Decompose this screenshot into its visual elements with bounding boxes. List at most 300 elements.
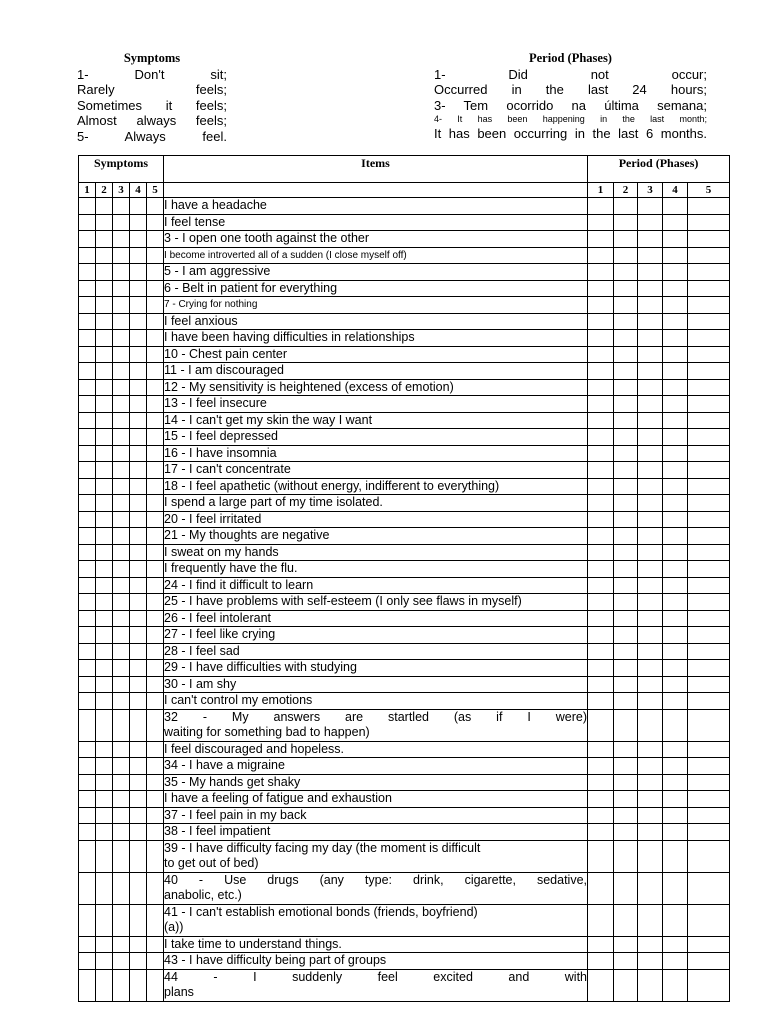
period-checkbox-cell[interactable]: [638, 807, 663, 824]
symptom-checkbox-cell[interactable]: [79, 627, 96, 644]
symptom-checkbox-cell[interactable]: [79, 264, 96, 281]
period-checkbox-cell[interactable]: [588, 594, 614, 611]
period-checkbox-cell[interactable]: [688, 231, 730, 248]
symptom-checkbox-cell[interactable]: [113, 544, 130, 561]
symptom-checkbox-cell[interactable]: [147, 872, 164, 904]
period-checkbox-cell[interactable]: [688, 264, 730, 281]
period-checkbox-cell[interactable]: [663, 969, 688, 1001]
symptom-checkbox-cell[interactable]: [130, 412, 147, 429]
symptom-checkbox-cell[interactable]: [79, 412, 96, 429]
period-checkbox-cell[interactable]: [663, 936, 688, 953]
symptom-checkbox-cell[interactable]: [96, 741, 113, 758]
symptom-checkbox-cell[interactable]: [96, 412, 113, 429]
symptom-checkbox-cell[interactable]: [96, 313, 113, 330]
period-checkbox-cell[interactable]: [638, 379, 663, 396]
period-checkbox-cell[interactable]: [688, 462, 730, 479]
symptom-checkbox-cell[interactable]: [113, 904, 130, 936]
period-checkbox-cell[interactable]: [614, 478, 638, 495]
period-checkbox-cell[interactable]: [688, 363, 730, 380]
period-checkbox-cell[interactable]: [663, 904, 688, 936]
symptom-checkbox-cell[interactable]: [113, 807, 130, 824]
period-checkbox-cell[interactable]: [663, 429, 688, 446]
period-checkbox-cell[interactable]: [638, 936, 663, 953]
period-checkbox-cell[interactable]: [614, 693, 638, 710]
symptom-checkbox-cell[interactable]: [147, 231, 164, 248]
period-checkbox-cell[interactable]: [638, 346, 663, 363]
period-checkbox-cell[interactable]: [688, 297, 730, 314]
period-checkbox-cell[interactable]: [588, 627, 614, 644]
symptom-checkbox-cell[interactable]: [79, 462, 96, 479]
period-checkbox-cell[interactable]: [688, 429, 730, 446]
symptom-checkbox-cell[interactable]: [147, 610, 164, 627]
symptom-checkbox-cell[interactable]: [147, 462, 164, 479]
period-checkbox-cell[interactable]: [614, 330, 638, 347]
symptom-checkbox-cell[interactable]: [79, 577, 96, 594]
period-checkbox-cell[interactable]: [638, 709, 663, 741]
symptom-checkbox-cell[interactable]: [96, 280, 113, 297]
symptom-checkbox-cell[interactable]: [147, 627, 164, 644]
symptom-checkbox-cell[interactable]: [130, 346, 147, 363]
symptom-checkbox-cell[interactable]: [113, 247, 130, 264]
symptom-checkbox-cell[interactable]: [96, 561, 113, 578]
symptom-checkbox-cell[interactable]: [96, 346, 113, 363]
symptom-checkbox-cell[interactable]: [96, 247, 113, 264]
period-checkbox-cell[interactable]: [588, 693, 614, 710]
period-checkbox-cell[interactable]: [588, 330, 614, 347]
symptom-checkbox-cell[interactable]: [147, 791, 164, 808]
symptom-checkbox-cell[interactable]: [79, 280, 96, 297]
symptom-checkbox-cell[interactable]: [130, 791, 147, 808]
symptom-checkbox-cell[interactable]: [130, 214, 147, 231]
period-checkbox-cell[interactable]: [638, 511, 663, 528]
symptom-checkbox-cell[interactable]: [113, 594, 130, 611]
symptom-checkbox-cell[interactable]: [96, 198, 113, 215]
symptom-checkbox-cell[interactable]: [96, 330, 113, 347]
period-checkbox-cell[interactable]: [614, 610, 638, 627]
symptom-checkbox-cell[interactable]: [96, 904, 113, 936]
period-checkbox-cell[interactable]: [588, 807, 614, 824]
symptom-checkbox-cell[interactable]: [147, 495, 164, 512]
period-checkbox-cell[interactable]: [688, 495, 730, 512]
symptom-checkbox-cell[interactable]: [96, 953, 113, 970]
period-checkbox-cell[interactable]: [588, 561, 614, 578]
period-checkbox-cell[interactable]: [614, 412, 638, 429]
period-checkbox-cell[interactable]: [614, 953, 638, 970]
symptom-checkbox-cell[interactable]: [147, 709, 164, 741]
period-checkbox-cell[interactable]: [663, 577, 688, 594]
period-checkbox-cell[interactable]: [614, 774, 638, 791]
symptom-checkbox-cell[interactable]: [113, 969, 130, 1001]
symptom-checkbox-cell[interactable]: [96, 791, 113, 808]
symptom-checkbox-cell[interactable]: [130, 511, 147, 528]
symptom-checkbox-cell[interactable]: [96, 231, 113, 248]
period-checkbox-cell[interactable]: [663, 824, 688, 841]
symptom-checkbox-cell[interactable]: [113, 214, 130, 231]
symptom-checkbox-cell[interactable]: [96, 462, 113, 479]
period-checkbox-cell[interactable]: [614, 247, 638, 264]
period-checkbox-cell[interactable]: [614, 709, 638, 741]
symptom-checkbox-cell[interactable]: [130, 840, 147, 872]
period-checkbox-cell[interactable]: [614, 346, 638, 363]
symptom-checkbox-cell[interactable]: [79, 758, 96, 775]
symptom-checkbox-cell[interactable]: [113, 478, 130, 495]
period-checkbox-cell[interactable]: [663, 774, 688, 791]
period-checkbox-cell[interactable]: [688, 544, 730, 561]
symptom-checkbox-cell[interactable]: [147, 807, 164, 824]
period-checkbox-cell[interactable]: [688, 346, 730, 363]
symptom-checkbox-cell[interactable]: [113, 231, 130, 248]
symptom-checkbox-cell[interactable]: [147, 969, 164, 1001]
symptom-checkbox-cell[interactable]: [79, 872, 96, 904]
period-checkbox-cell[interactable]: [588, 528, 614, 545]
symptom-checkbox-cell[interactable]: [130, 643, 147, 660]
period-checkbox-cell[interactable]: [663, 346, 688, 363]
symptom-checkbox-cell[interactable]: [147, 936, 164, 953]
period-checkbox-cell[interactable]: [614, 544, 638, 561]
symptom-checkbox-cell[interactable]: [96, 379, 113, 396]
period-checkbox-cell[interactable]: [614, 264, 638, 281]
period-checkbox-cell[interactable]: [663, 264, 688, 281]
symptom-checkbox-cell[interactable]: [79, 594, 96, 611]
period-checkbox-cell[interactable]: [663, 693, 688, 710]
period-checkbox-cell[interactable]: [638, 840, 663, 872]
symptom-checkbox-cell[interactable]: [130, 561, 147, 578]
period-checkbox-cell[interactable]: [614, 807, 638, 824]
symptom-checkbox-cell[interactable]: [96, 511, 113, 528]
symptom-checkbox-cell[interactable]: [147, 511, 164, 528]
period-checkbox-cell[interactable]: [663, 330, 688, 347]
symptom-checkbox-cell[interactable]: [130, 741, 147, 758]
period-checkbox-cell[interactable]: [588, 824, 614, 841]
period-checkbox-cell[interactable]: [663, 840, 688, 872]
period-checkbox-cell[interactable]: [638, 429, 663, 446]
period-checkbox-cell[interactable]: [614, 528, 638, 545]
period-checkbox-cell[interactable]: [688, 445, 730, 462]
period-checkbox-cell[interactable]: [638, 528, 663, 545]
period-checkbox-cell[interactable]: [588, 840, 614, 872]
symptom-checkbox-cell[interactable]: [96, 872, 113, 904]
symptom-checkbox-cell[interactable]: [113, 660, 130, 677]
period-checkbox-cell[interactable]: [638, 495, 663, 512]
period-checkbox-cell[interactable]: [688, 528, 730, 545]
symptom-checkbox-cell[interactable]: [96, 396, 113, 413]
period-checkbox-cell[interactable]: [663, 643, 688, 660]
period-checkbox-cell[interactable]: [638, 330, 663, 347]
symptom-checkbox-cell[interactable]: [113, 693, 130, 710]
symptom-checkbox-cell[interactable]: [130, 807, 147, 824]
symptom-checkbox-cell[interactable]: [79, 643, 96, 660]
period-checkbox-cell[interactable]: [638, 594, 663, 611]
symptom-checkbox-cell[interactable]: [96, 478, 113, 495]
period-checkbox-cell[interactable]: [688, 969, 730, 1001]
symptom-checkbox-cell[interactable]: [79, 953, 96, 970]
period-checkbox-cell[interactable]: [614, 429, 638, 446]
period-checkbox-cell[interactable]: [638, 313, 663, 330]
period-checkbox-cell[interactable]: [638, 231, 663, 248]
symptom-checkbox-cell[interactable]: [147, 544, 164, 561]
period-checkbox-cell[interactable]: [614, 379, 638, 396]
period-checkbox-cell[interactable]: [663, 478, 688, 495]
symptom-checkbox-cell[interactable]: [147, 528, 164, 545]
symptom-checkbox-cell[interactable]: [147, 594, 164, 611]
period-checkbox-cell[interactable]: [588, 198, 614, 215]
symptom-checkbox-cell[interactable]: [147, 379, 164, 396]
period-checkbox-cell[interactable]: [688, 561, 730, 578]
symptom-checkbox-cell[interactable]: [96, 627, 113, 644]
period-checkbox-cell[interactable]: [688, 396, 730, 413]
period-checkbox-cell[interactable]: [588, 676, 614, 693]
symptom-checkbox-cell[interactable]: [113, 577, 130, 594]
period-checkbox-cell[interactable]: [663, 412, 688, 429]
symptom-checkbox-cell[interactable]: [96, 807, 113, 824]
period-checkbox-cell[interactable]: [588, 313, 614, 330]
symptom-checkbox-cell[interactable]: [147, 577, 164, 594]
period-checkbox-cell[interactable]: [588, 741, 614, 758]
symptom-checkbox-cell[interactable]: [130, 969, 147, 1001]
symptom-checkbox-cell[interactable]: [79, 379, 96, 396]
period-checkbox-cell[interactable]: [688, 660, 730, 677]
symptom-checkbox-cell[interactable]: [96, 214, 113, 231]
period-checkbox-cell[interactable]: [638, 774, 663, 791]
period-checkbox-cell[interactable]: [663, 544, 688, 561]
symptom-checkbox-cell[interactable]: [113, 676, 130, 693]
symptom-checkbox-cell[interactable]: [79, 969, 96, 1001]
period-checkbox-cell[interactable]: [688, 511, 730, 528]
period-checkbox-cell[interactable]: [588, 577, 614, 594]
symptom-checkbox-cell[interactable]: [79, 824, 96, 841]
symptom-checkbox-cell[interactable]: [113, 462, 130, 479]
period-checkbox-cell[interactable]: [638, 676, 663, 693]
symptom-checkbox-cell[interactable]: [130, 247, 147, 264]
period-checkbox-cell[interactable]: [688, 627, 730, 644]
symptom-checkbox-cell[interactable]: [79, 363, 96, 380]
symptom-checkbox-cell[interactable]: [113, 346, 130, 363]
period-checkbox-cell[interactable]: [588, 643, 614, 660]
symptom-checkbox-cell[interactable]: [113, 643, 130, 660]
period-checkbox-cell[interactable]: [688, 840, 730, 872]
period-checkbox-cell[interactable]: [638, 396, 663, 413]
symptom-checkbox-cell[interactable]: [147, 693, 164, 710]
symptom-checkbox-cell[interactable]: [113, 936, 130, 953]
symptom-checkbox-cell[interactable]: [96, 693, 113, 710]
symptom-checkbox-cell[interactable]: [130, 198, 147, 215]
symptom-checkbox-cell[interactable]: [113, 741, 130, 758]
symptom-checkbox-cell[interactable]: [113, 872, 130, 904]
symptom-checkbox-cell[interactable]: [113, 627, 130, 644]
symptom-checkbox-cell[interactable]: [96, 824, 113, 841]
period-checkbox-cell[interactable]: [614, 969, 638, 1001]
period-checkbox-cell[interactable]: [688, 594, 730, 611]
period-checkbox-cell[interactable]: [688, 280, 730, 297]
symptom-checkbox-cell[interactable]: [113, 198, 130, 215]
period-checkbox-cell[interactable]: [638, 953, 663, 970]
symptom-checkbox-cell[interactable]: [79, 247, 96, 264]
period-checkbox-cell[interactable]: [688, 693, 730, 710]
period-checkbox-cell[interactable]: [663, 379, 688, 396]
period-checkbox-cell[interactable]: [588, 791, 614, 808]
symptom-checkbox-cell[interactable]: [130, 824, 147, 841]
symptom-checkbox-cell[interactable]: [147, 904, 164, 936]
period-checkbox-cell[interactable]: [614, 561, 638, 578]
period-checkbox-cell[interactable]: [688, 791, 730, 808]
period-checkbox-cell[interactable]: [688, 676, 730, 693]
period-checkbox-cell[interactable]: [688, 643, 730, 660]
period-checkbox-cell[interactable]: [614, 214, 638, 231]
period-checkbox-cell[interactable]: [614, 676, 638, 693]
symptom-checkbox-cell[interactable]: [79, 313, 96, 330]
period-checkbox-cell[interactable]: [614, 231, 638, 248]
period-checkbox-cell[interactable]: [638, 741, 663, 758]
period-checkbox-cell[interactable]: [663, 528, 688, 545]
symptom-checkbox-cell[interactable]: [113, 412, 130, 429]
period-checkbox-cell[interactable]: [663, 247, 688, 264]
period-checkbox-cell[interactable]: [588, 247, 614, 264]
period-checkbox-cell[interactable]: [614, 280, 638, 297]
symptom-checkbox-cell[interactable]: [79, 214, 96, 231]
period-checkbox-cell[interactable]: [638, 280, 663, 297]
period-checkbox-cell[interactable]: [588, 936, 614, 953]
symptom-checkbox-cell[interactable]: [130, 396, 147, 413]
period-checkbox-cell[interactable]: [588, 511, 614, 528]
symptom-checkbox-cell[interactable]: [130, 363, 147, 380]
period-checkbox-cell[interactable]: [663, 462, 688, 479]
period-checkbox-cell[interactable]: [588, 396, 614, 413]
symptom-checkbox-cell[interactable]: [113, 264, 130, 281]
symptom-checkbox-cell[interactable]: [79, 495, 96, 512]
period-checkbox-cell[interactable]: [588, 445, 614, 462]
symptom-checkbox-cell[interactable]: [130, 231, 147, 248]
symptom-checkbox-cell[interactable]: [113, 528, 130, 545]
period-checkbox-cell[interactable]: [663, 313, 688, 330]
period-checkbox-cell[interactable]: [638, 445, 663, 462]
period-checkbox-cell[interactable]: [588, 758, 614, 775]
symptom-checkbox-cell[interactable]: [147, 445, 164, 462]
symptom-checkbox-cell[interactable]: [96, 445, 113, 462]
symptom-checkbox-cell[interactable]: [96, 660, 113, 677]
symptom-checkbox-cell[interactable]: [147, 561, 164, 578]
symptom-checkbox-cell[interactable]: [79, 561, 96, 578]
period-checkbox-cell[interactable]: [638, 660, 663, 677]
symptom-checkbox-cell[interactable]: [147, 412, 164, 429]
symptom-checkbox-cell[interactable]: [130, 429, 147, 446]
symptom-checkbox-cell[interactable]: [79, 904, 96, 936]
symptom-checkbox-cell[interactable]: [113, 330, 130, 347]
period-checkbox-cell[interactable]: [588, 231, 614, 248]
symptom-checkbox-cell[interactable]: [147, 953, 164, 970]
symptom-checkbox-cell[interactable]: [113, 396, 130, 413]
period-checkbox-cell[interactable]: [638, 561, 663, 578]
period-checkbox-cell[interactable]: [663, 676, 688, 693]
period-checkbox-cell[interactable]: [588, 495, 614, 512]
symptom-checkbox-cell[interactable]: [130, 693, 147, 710]
symptom-checkbox-cell[interactable]: [96, 429, 113, 446]
period-checkbox-cell[interactable]: [688, 872, 730, 904]
period-checkbox-cell[interactable]: [638, 969, 663, 1001]
period-checkbox-cell[interactable]: [688, 807, 730, 824]
period-checkbox-cell[interactable]: [688, 214, 730, 231]
symptom-checkbox-cell[interactable]: [113, 791, 130, 808]
symptom-checkbox-cell[interactable]: [113, 280, 130, 297]
period-checkbox-cell[interactable]: [588, 478, 614, 495]
symptom-checkbox-cell[interactable]: [147, 214, 164, 231]
period-checkbox-cell[interactable]: [688, 741, 730, 758]
symptom-checkbox-cell[interactable]: [96, 969, 113, 1001]
period-checkbox-cell[interactable]: [638, 577, 663, 594]
symptom-checkbox-cell[interactable]: [147, 643, 164, 660]
period-checkbox-cell[interactable]: [663, 561, 688, 578]
symptom-checkbox-cell[interactable]: [96, 528, 113, 545]
symptom-checkbox-cell[interactable]: [130, 660, 147, 677]
symptom-checkbox-cell[interactable]: [79, 709, 96, 741]
symptom-checkbox-cell[interactable]: [79, 330, 96, 347]
period-checkbox-cell[interactable]: [588, 872, 614, 904]
symptom-checkbox-cell[interactable]: [79, 198, 96, 215]
period-checkbox-cell[interactable]: [614, 824, 638, 841]
symptom-checkbox-cell[interactable]: [79, 693, 96, 710]
symptom-checkbox-cell[interactable]: [79, 807, 96, 824]
symptom-checkbox-cell[interactable]: [96, 758, 113, 775]
period-checkbox-cell[interactable]: [663, 741, 688, 758]
symptom-checkbox-cell[interactable]: [147, 346, 164, 363]
symptom-checkbox-cell[interactable]: [130, 462, 147, 479]
symptom-checkbox-cell[interactable]: [79, 297, 96, 314]
period-checkbox-cell[interactable]: [638, 478, 663, 495]
symptom-checkbox-cell[interactable]: [147, 396, 164, 413]
period-checkbox-cell[interactable]: [688, 904, 730, 936]
symptom-checkbox-cell[interactable]: [147, 297, 164, 314]
period-checkbox-cell[interactable]: [663, 807, 688, 824]
period-checkbox-cell[interactable]: [663, 660, 688, 677]
symptom-checkbox-cell[interactable]: [147, 363, 164, 380]
symptom-checkbox-cell[interactable]: [79, 346, 96, 363]
symptom-checkbox-cell[interactable]: [96, 840, 113, 872]
symptom-checkbox-cell[interactable]: [130, 676, 147, 693]
period-checkbox-cell[interactable]: [663, 610, 688, 627]
period-checkbox-cell[interactable]: [638, 297, 663, 314]
symptom-checkbox-cell[interactable]: [113, 363, 130, 380]
symptom-checkbox-cell[interactable]: [130, 297, 147, 314]
symptom-checkbox-cell[interactable]: [96, 643, 113, 660]
symptom-checkbox-cell[interactable]: [113, 495, 130, 512]
symptom-checkbox-cell[interactable]: [113, 511, 130, 528]
period-checkbox-cell[interactable]: [614, 936, 638, 953]
period-checkbox-cell[interactable]: [614, 363, 638, 380]
symptom-checkbox-cell[interactable]: [130, 709, 147, 741]
symptom-checkbox-cell[interactable]: [79, 676, 96, 693]
period-checkbox-cell[interactable]: [688, 610, 730, 627]
period-checkbox-cell[interactable]: [663, 396, 688, 413]
period-checkbox-cell[interactable]: [588, 904, 614, 936]
period-checkbox-cell[interactable]: [638, 412, 663, 429]
symptom-checkbox-cell[interactable]: [113, 561, 130, 578]
symptom-checkbox-cell[interactable]: [96, 297, 113, 314]
symptom-checkbox-cell[interactable]: [113, 297, 130, 314]
period-checkbox-cell[interactable]: [588, 214, 614, 231]
symptom-checkbox-cell[interactable]: [113, 953, 130, 970]
period-checkbox-cell[interactable]: [614, 396, 638, 413]
period-checkbox-cell[interactable]: [688, 247, 730, 264]
period-checkbox-cell[interactable]: [614, 198, 638, 215]
symptom-checkbox-cell[interactable]: [130, 313, 147, 330]
period-checkbox-cell[interactable]: [614, 840, 638, 872]
period-checkbox-cell[interactable]: [638, 544, 663, 561]
period-checkbox-cell[interactable]: [638, 824, 663, 841]
period-checkbox-cell[interactable]: [638, 791, 663, 808]
period-checkbox-cell[interactable]: [614, 660, 638, 677]
symptom-checkbox-cell[interactable]: [147, 741, 164, 758]
period-checkbox-cell[interactable]: [588, 544, 614, 561]
period-checkbox-cell[interactable]: [638, 758, 663, 775]
